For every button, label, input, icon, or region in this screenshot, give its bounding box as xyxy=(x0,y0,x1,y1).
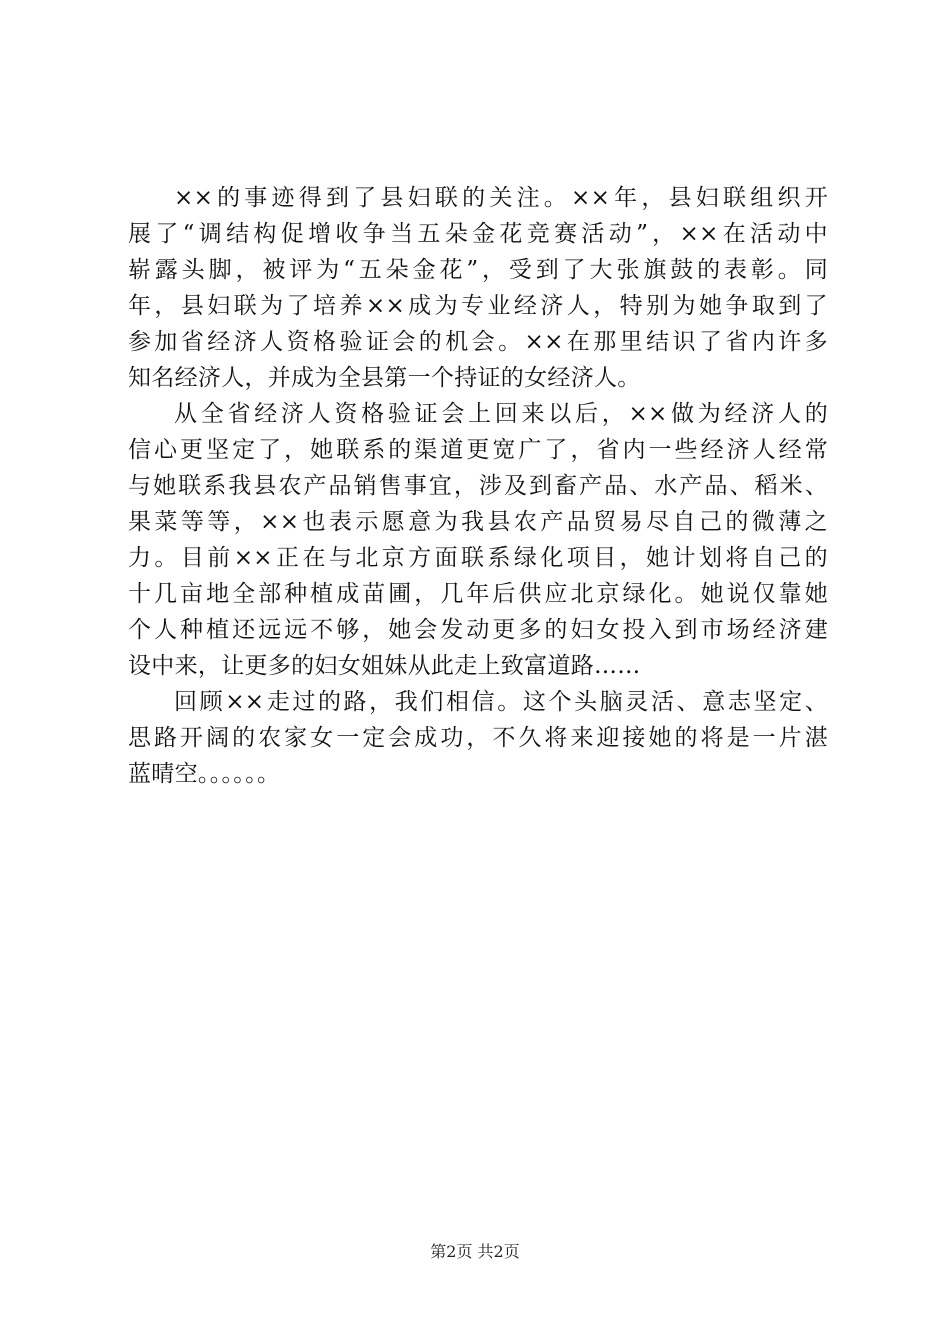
text-line: 力。目前××正在与北京方面联系绿化项目，她计划将自己的 xyxy=(128,545,828,571)
text-line: 知名经济人，并成为全县第一个持证的女经济人。 xyxy=(128,365,641,391)
paragraph-3 xyxy=(128,684,828,792)
text-line: 与她联系我县农产品销售事宜，涉及到畜产品、水产品、稻米、 xyxy=(128,473,828,499)
body-text xyxy=(128,180,828,792)
text-line: 参加省经济人资格验证会的机会。××在那里结识了省内许多 xyxy=(128,329,828,355)
page-number-label: 第2页 共2页 xyxy=(430,1242,520,1261)
text-line: 信心更坚定了，她联系的渠道更宽广了，省内一些经济人经常 xyxy=(128,437,828,463)
text-line: 崭露头脚，被评为“五朵金花”，受到了大张旗鼓的表彰。同 xyxy=(128,257,828,283)
text-line: 果菜等等，××也表示愿意为我县农产品贸易尽自己的微薄之 xyxy=(128,509,828,535)
paragraph-2 xyxy=(128,396,828,684)
text-line: 从全省经济人资格验证会上回来以后，××做为经济人的 xyxy=(174,401,828,427)
text-line: 年，县妇联为了培养××成为专业经济人，特别为她争取到了 xyxy=(128,293,828,319)
text-line: 十几亩地全部种植成苗圃，几年后供应北京绿化。她说仅靠她 xyxy=(128,581,828,607)
text-line: 思路开阔的农家女一定会成功，不久将来迎接她的将是一片湛 xyxy=(128,725,828,751)
text-line: ××的事迹得到了县妇联的关注。××年，县妇联组织开 xyxy=(174,185,828,211)
text-line: 设中来，让更多的妇女姐妹从此走上致富道路…… xyxy=(128,653,641,679)
text-line: 展了“调结构促增收争当五朵金花竞赛活动”，××在活动中 xyxy=(128,221,828,247)
text-line: 个人种植还远远不够，她会发动更多的妇女投入到市场经济建 xyxy=(128,617,828,643)
paragraph-1 xyxy=(128,180,828,396)
page-footer xyxy=(0,1242,950,1262)
text-line: 蓝晴空。。。。。。 xyxy=(128,761,281,787)
text-line: 回顾××走过的路，我们相信。这个头脑灵活、意志坚定、 xyxy=(174,689,828,715)
